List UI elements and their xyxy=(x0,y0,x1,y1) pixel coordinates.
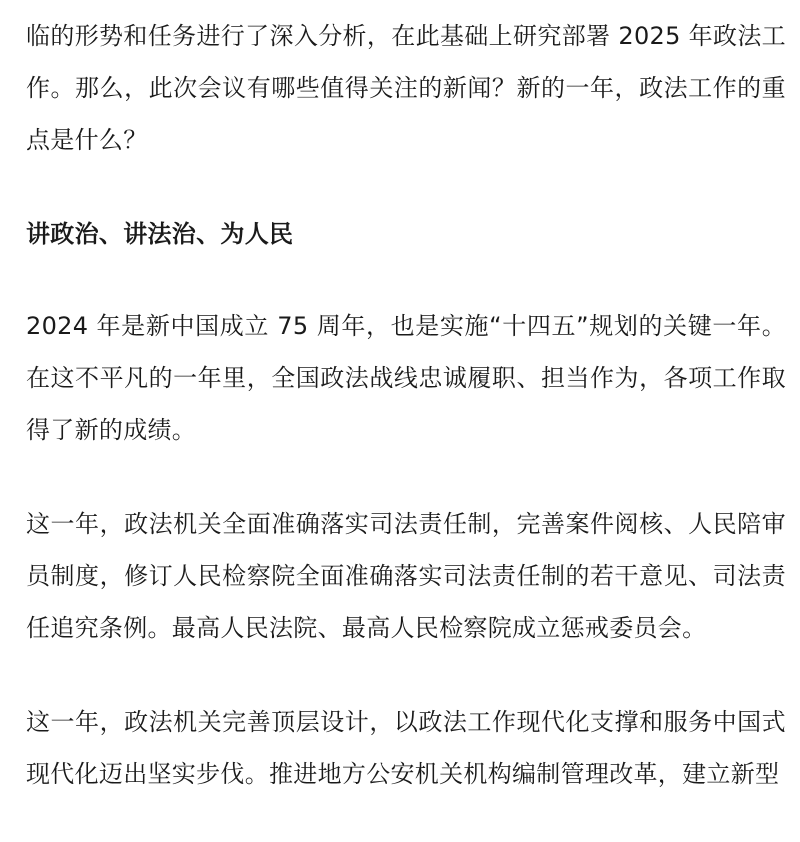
article-paragraph-2: 2024 年是新中国成立 75 周年，也是实施“十四五”规划的关键一年。在这不平凡的一年里，全国政法战线忠诚履职、担当作为，各项工作取得了新的成绩。 xyxy=(26,312,786,444)
article-paragraph-3: 这一年，政法机关全面准确落实司法责任制，完善案件阅核、人民陪审员制度，修订人民检察院全面准确落实司法责任制的若干意见、司法责任追究条例。最高人民法院、最高人民检察院成立惩戒委员会。 xyxy=(26,510,786,642)
article-paragraph-1: 临的形势和任务进行了深入分析，在此基础上研究部署 2025 年政法工作。那么，此次会议有哪些值得关注的新闻？新的一年，政法工作的重点是什么？ xyxy=(26,22,786,154)
article-body xyxy=(26,10,786,842)
section-heading: 讲政治、讲法治、为人民 xyxy=(26,220,294,248)
article-paragraph-4: 这一年，政法机关完善顶层设计，以政法工作现代化支撑和服务中国式现代化迈出坚实步伐。推进地方公安机关机构编制管理改革，建立新型 xyxy=(26,708,786,788)
